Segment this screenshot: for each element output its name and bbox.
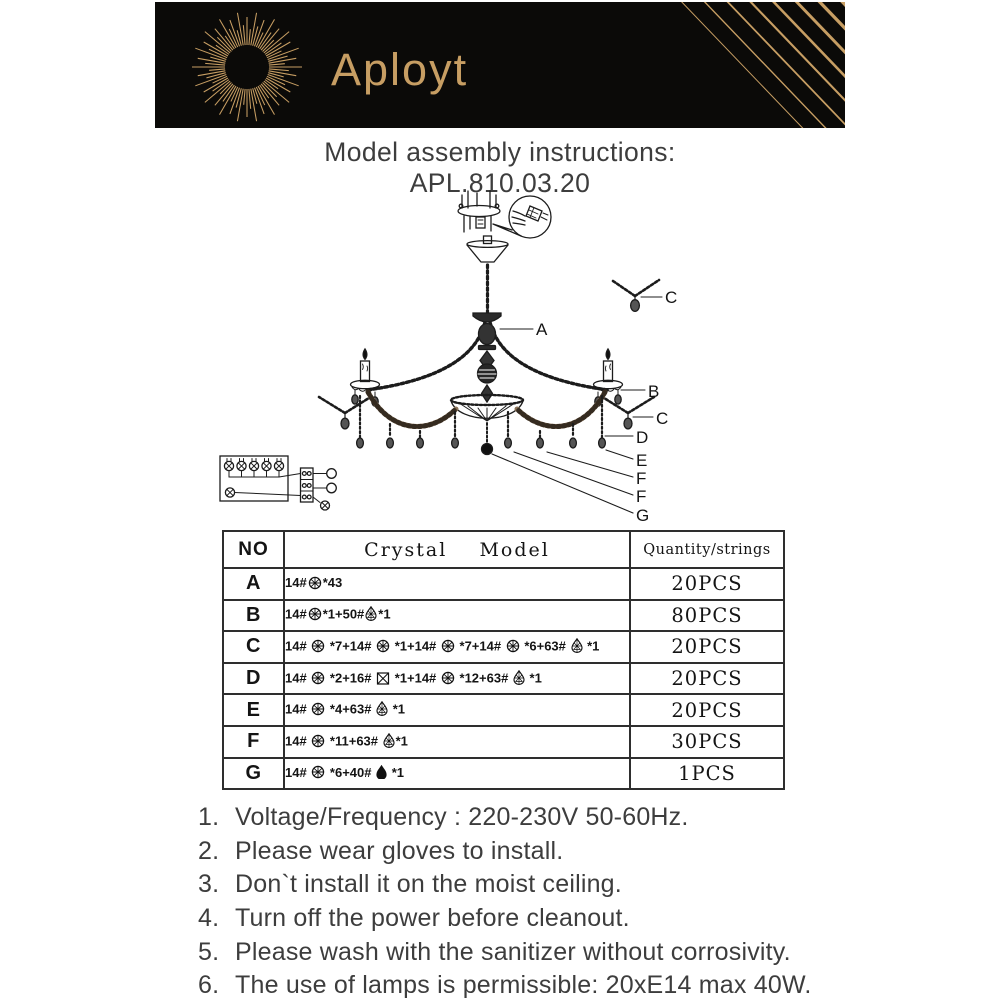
round-crystal-icon — [308, 607, 322, 624]
row-qty: 20PCS — [630, 663, 784, 695]
model-text: *1+50# — [322, 606, 365, 622]
item-text: Voltage/Frequency : 220-230V 50-60Hz. — [235, 803, 689, 831]
label-e: E — [636, 451, 648, 470]
row-model — [284, 663, 630, 695]
list-item — [198, 904, 858, 933]
model-text: *1 — [583, 638, 600, 654]
square-crystal-icon — [376, 672, 390, 688]
instructions-list — [198, 804, 858, 1000]
model-text: 14# — [285, 764, 311, 780]
row-model — [284, 726, 630, 758]
list-item — [198, 971, 858, 1000]
table-row — [223, 631, 784, 663]
bead-curve-right — [489, 317, 608, 390]
round-crystal-icon — [376, 639, 390, 656]
item-number: 3. — [198, 870, 220, 899]
model-text: 14# — [285, 670, 311, 686]
row-no: C — [223, 631, 284, 663]
bead-curve-left — [367, 317, 486, 390]
table-row — [223, 726, 784, 758]
row-qty: 20PCS — [630, 568, 784, 600]
model-text: *1 — [389, 701, 406, 717]
row-no: D — [223, 663, 284, 695]
row-model — [284, 694, 630, 726]
item-text: Please wear gloves to install. — [235, 836, 564, 865]
round-crystal-icon — [441, 639, 455, 656]
drop-crystal-icon — [376, 701, 388, 719]
model-text: *1 — [525, 670, 542, 686]
model-text: *7+14# — [455, 638, 505, 654]
dark-drop-crystal-icon — [376, 765, 387, 782]
table-row — [223, 568, 784, 600]
round-crystal-icon — [308, 576, 322, 593]
table-row — [223, 663, 784, 695]
c-strand-right — [604, 397, 654, 429]
item-number: 5. — [198, 937, 220, 966]
model-text: 14# — [285, 638, 311, 654]
table-row — [223, 758, 784, 790]
row-qty: 80PCS — [630, 600, 784, 632]
item-text: Turn off the power before cleanout. — [235, 904, 630, 933]
model-number: APL.810.03.20 — [409, 168, 591, 198]
model-text: *12+63# — [455, 670, 512, 686]
model-text: *7+14# — [326, 638, 376, 654]
assembly-diagram — [150, 185, 850, 530]
col-header-model: Crystal Model — [284, 531, 630, 568]
list-item — [198, 804, 858, 829]
row-model — [284, 758, 630, 790]
label-c-right: C — [656, 409, 669, 428]
round-crystal-icon — [311, 765, 325, 782]
table-row — [223, 600, 784, 632]
brand-name: Aployt — [331, 44, 469, 95]
item-text: Please wash with the sanitizer without corrosivity. — [235, 937, 791, 966]
c-strand-spare — [613, 280, 659, 311]
model-text: 14# — [285, 575, 307, 591]
model-text: *2+16# — [326, 670, 376, 686]
round-crystal-icon — [311, 671, 325, 688]
drop-crystal-icon — [383, 733, 395, 751]
table-row — [223, 694, 784, 726]
bottom-bowl — [451, 395, 523, 455]
label-f2: F — [636, 487, 647, 506]
model-text: *6+40# — [326, 764, 376, 780]
col-header-no: NO — [223, 531, 284, 568]
round-crystal-icon — [441, 671, 455, 688]
drop-crystal-icon — [365, 606, 377, 624]
row-no: G — [223, 758, 284, 790]
sunburst-logo-icon — [190, 10, 304, 124]
model-text: *1 — [395, 733, 408, 749]
model-text: *4+63# — [326, 701, 376, 717]
item-number: 1. — [198, 803, 220, 831]
row-qty: 30PCS — [630, 726, 784, 758]
item-number: 4. — [198, 904, 220, 933]
model-text: 14# — [285, 701, 311, 717]
center-column — [473, 313, 501, 402]
list-item — [198, 870, 858, 899]
row-no: A — [223, 568, 284, 600]
model-text: 14# — [285, 606, 307, 622]
model-text: *1 — [378, 606, 391, 622]
item-text: The use of lamps is permissible: 20xE14 max 40W. — [235, 971, 812, 1000]
label-a: A — [536, 320, 548, 339]
ceiling-canopy — [467, 236, 508, 262]
c-strand-left — [319, 397, 369, 429]
list-item — [198, 838, 858, 863]
label-c-top: C — [665, 288, 678, 307]
label-b: B — [648, 382, 660, 401]
row-qty: 20PCS — [630, 631, 784, 663]
model-text: *1+14# — [391, 638, 440, 654]
item-text: Don`t install it on the moist ceiling. — [235, 870, 622, 899]
wire-connector-magnifier-icon — [493, 196, 551, 238]
label-d: D — [636, 428, 649, 447]
item-number: 2. — [198, 836, 220, 865]
model-text: *1+14# — [391, 670, 440, 686]
model-text: *1 — [388, 764, 405, 780]
candle-arm — [351, 349, 380, 406]
row-qty: 1PCS — [630, 758, 784, 790]
part-labels — [536, 288, 677, 525]
model-text: *11+63# — [326, 733, 382, 749]
drop-crystal-icon — [571, 638, 583, 656]
brand-banner — [155, 2, 845, 128]
label-g: G — [636, 506, 650, 525]
model-text: 14# — [285, 733, 311, 749]
row-model — [284, 631, 630, 663]
strand-drop-crystals — [357, 438, 606, 448]
round-crystal-icon — [311, 702, 325, 719]
parts-table — [222, 530, 785, 790]
item-number: 6. — [198, 971, 220, 1000]
round-crystal-icon — [311, 734, 325, 751]
row-model — [284, 600, 630, 632]
label-f1: F — [636, 469, 647, 488]
round-crystal-icon — [506, 639, 520, 656]
model-text: *43 — [322, 575, 343, 591]
row-no: B — [223, 600, 284, 632]
row-no: E — [223, 694, 284, 726]
ceiling-bracket-icon — [458, 191, 500, 232]
row-no: F — [223, 726, 284, 758]
row-qty: 20PCS — [630, 694, 784, 726]
table-header-row — [223, 531, 784, 568]
drop-crystal-icon — [513, 670, 525, 688]
row-model — [284, 568, 630, 600]
wiring-diagram — [220, 456, 336, 510]
list-item — [198, 939, 858, 964]
round-crystal-icon — [311, 639, 325, 656]
col-header-qty: Quantity/strings — [630, 531, 784, 568]
page-title: Model assembly instructions: — [324, 137, 676, 167]
center-ball-part-g — [482, 444, 493, 455]
model-text: *6+63# — [520, 638, 570, 654]
